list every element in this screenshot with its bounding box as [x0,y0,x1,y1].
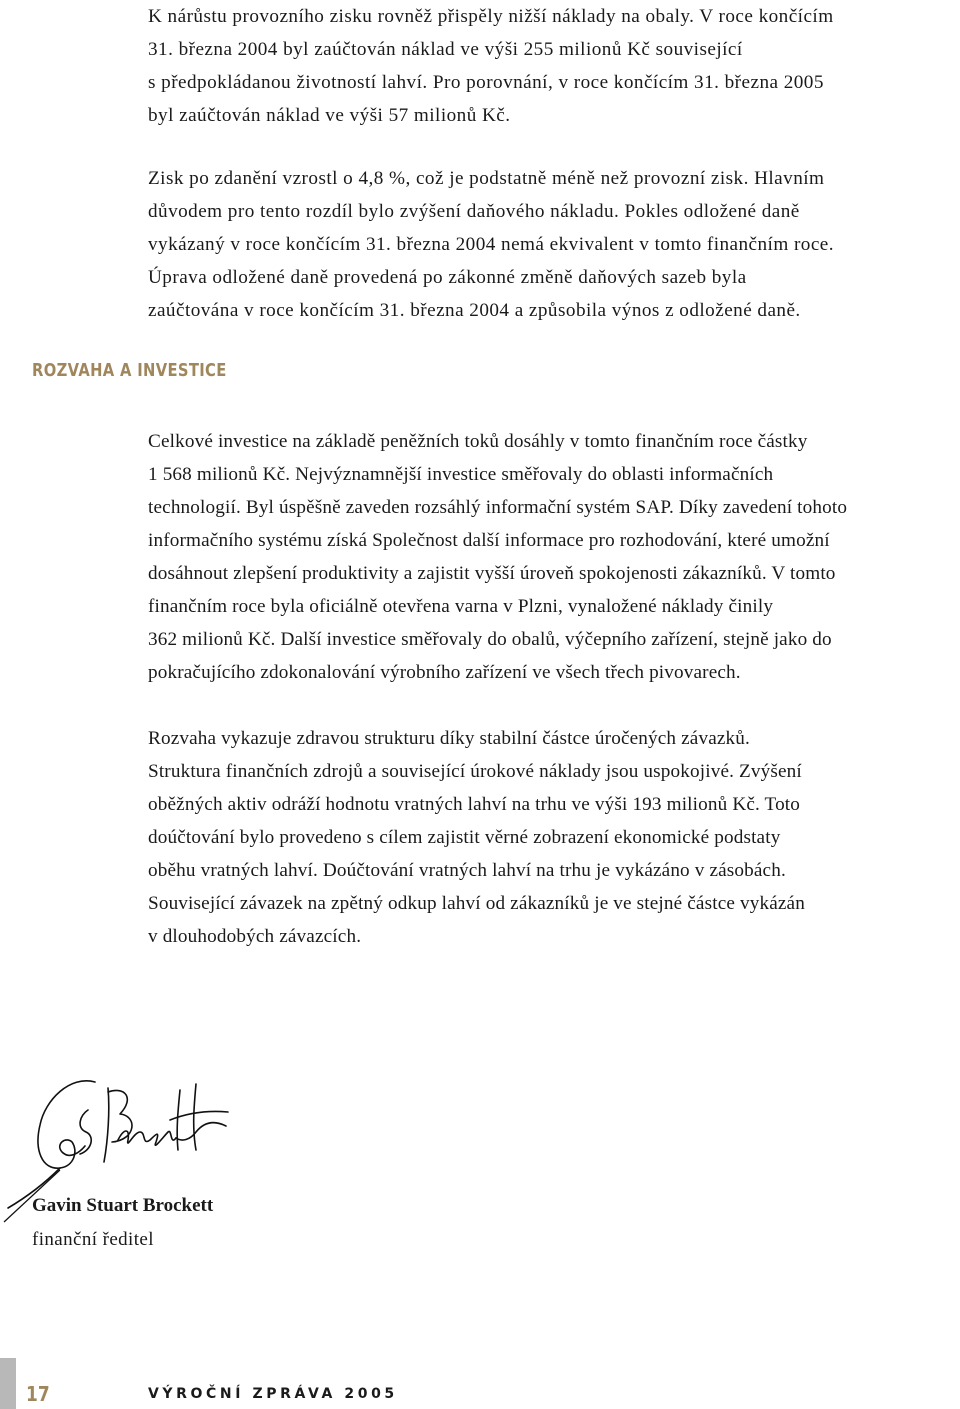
text-line: vykázaný v roce končícím 31. března 2004 nemá ekvivalent v tomto finančním roce. [148,234,835,255]
footer-bar [0,1358,16,1409]
text-line: byl zaúčtován náklad ve výši 57 milionů Kč. [148,105,511,126]
paragraph-investments [148,425,948,689]
text-line: s předpokládanou životností lahví. Pro porovnání, v roce končícím 31. března 2005 [148,72,824,93]
text-line: 362 milionů Kč. Další investice směřovaly do obalů, výčepního zařízení, stejně jako do [148,629,832,650]
text-line: Zisk po zdanění vzrostl o 4,8 %, což je podstatně méně než provozní zisk. Hlavním [148,168,825,189]
page-number: 17 [26,1382,50,1406]
text-line: v dlouhodobých závazcích. [148,926,362,947]
text-line: Rozvaha vykazuje zdravou strukturu díky stabilní částce úročených závazků. [148,728,750,749]
text-line: pokračujícího zdokonalování výrobního zařízení ve všech třech pivovarech. [148,662,741,683]
text-line: Struktura finančních zdrojů a související úrokové náklady jsou uspokojivé. Zvýšení [148,761,802,782]
text-line: oběžných aktiv odráží hodnotu vratných lahví na trhu ve výši 193 milionů Kč. Toto [148,794,801,815]
text-line: 1 568 milionů Kč. Nejvýznamnější investice směřovaly do oblasti informačních [148,464,774,485]
text-line: K nárůstu provozního zisku rovněž přispěly nižší náklady na obaly. V roce končícím [148,6,834,27]
text-line: 31. března 2004 byl zaúčtován náklad ve výši 255 milionů Kč související [148,39,743,60]
text-line: Celkové investice na základě peněžních toků dosáhly v tomto finančním roce částky [148,431,808,452]
text-line: důvodem pro tento rozdíl bylo zvýšení daňového nákladu. Pokles odložené daně [148,201,800,222]
paragraph-operating-profit [148,0,948,132]
signer-role: finanční ředitel [32,1229,154,1250]
text-line: Související závazek na zpětný odkup lahví od zákazníků je ve stejné částce vykázán [148,893,805,914]
text-line: technologií. Byl úspěšně zaveden rozsáhlý informační systém SAP. Díky zavedení tohoto [148,497,848,518]
text-line: finančním roce byla oficiálně otevřena varna v Plzni, vynaložené náklady činily [148,596,774,617]
text-line: dosáhnout zlepšení produktivity a zajistit vyšší úroveň spokojenosti zákazníků. V tomto [148,563,836,584]
text-line: doúčtování bylo provedeno s cílem zajistit věrné zobrazení ekonomické podstaty [148,827,781,848]
paragraph-profit-after-tax [148,162,948,327]
section-heading: ROZVAHA A INVESTICE [32,360,227,381]
signer-name: Gavin Stuart Brockett [32,1195,214,1216]
text-line: oběhu vratných lahví. Doúčtování vratných lahví na trhu je vykázáno v zásobách. [148,860,786,881]
text-line: Úprava odložené daně provedená po zákonné změně daňových sazeb byla [148,267,747,288]
report-title: VÝROČNÍ ZPRÁVA 2005 [148,1386,398,1402]
text-line: informačního systému získá Společnost další informace pro rozhodování, které umožní [148,530,830,551]
text-line: zaúčtována v roce končícím 31. března 2004 a způsobila výnos z odložené daně. [148,300,801,321]
paragraph-balance-sheet [148,722,948,953]
